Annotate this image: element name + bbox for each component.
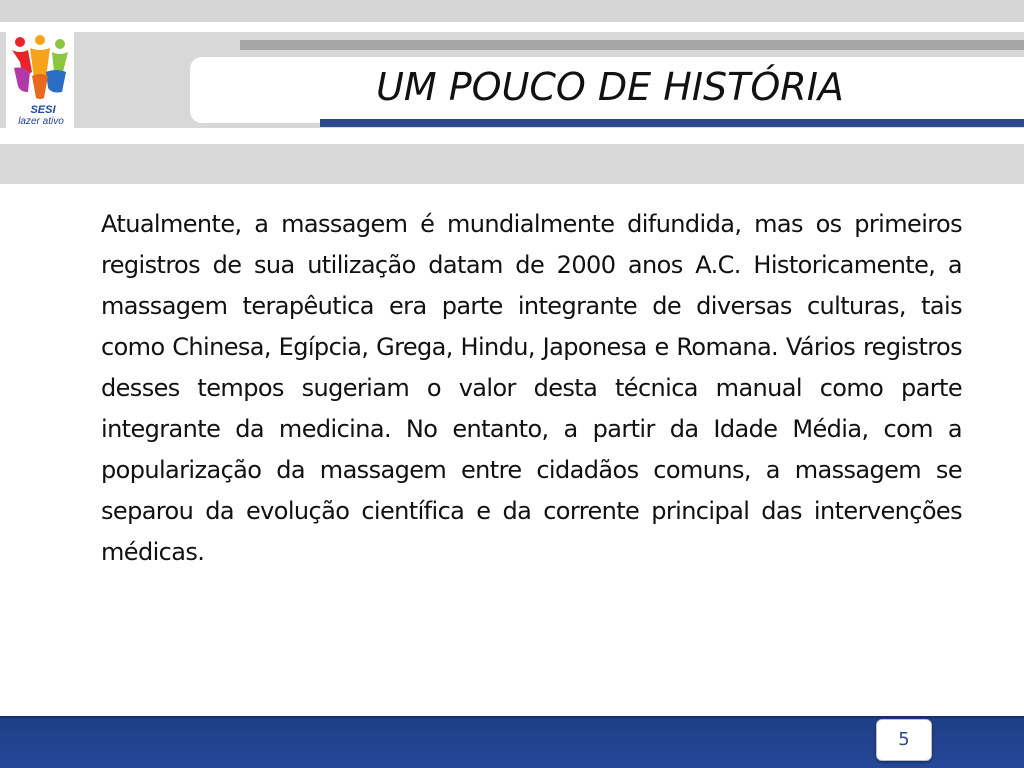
people-figures-icon <box>6 32 74 104</box>
header-divider <box>0 128 1024 144</box>
top-divider <box>0 22 1024 32</box>
logo <box>6 32 74 128</box>
body-paragraph: Atualmente, a massagem é mundialmente difundida, mas os primeiros registros de sua utilização datam de 2000 anos A.C. Historicamente, a massagem terapêutica era parte integrante de diversas culturas, tais como Chinesa, Egípcia, Grega, Hindu, Japonesa e Romana. Vários registros desses tempos sugeriam o valor desta técnica manual como parte integrante da medicina. No entanto, a partir da Idade Média, com a popularização da massagem entre cidadãos comuns, a massagem se separou da evolução científica e da corrente principal das intervenções médicas. <box>101 210 962 566</box>
page-number-box <box>876 719 932 761</box>
logo-tagline-text: lazer ativo <box>18 116 64 127</box>
page-number: 5 <box>898 729 910 750</box>
footer-bar <box>0 716 1024 768</box>
subheader-band <box>0 144 1024 184</box>
top-strip <box>0 0 1024 22</box>
page-title: UM POUCO DE HISTÓRIA <box>376 65 844 109</box>
logo-brand-text: SESI <box>30 104 56 116</box>
title-underline <box>320 119 1024 127</box>
header-accent-line <box>240 40 1024 50</box>
